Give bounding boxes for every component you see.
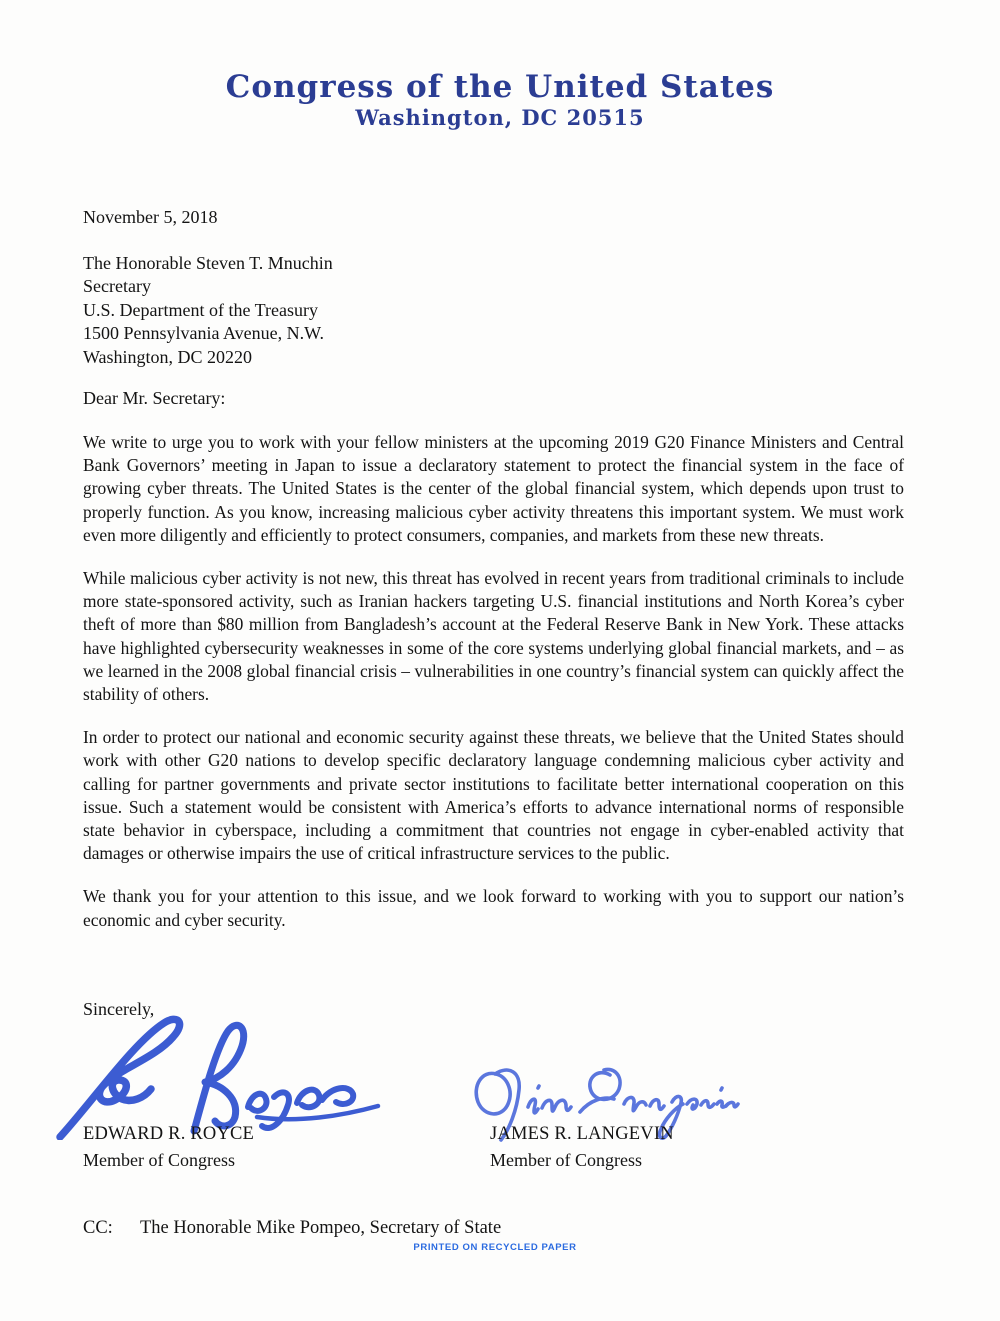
- paragraph-2: While malicious cyber activity is not new, this threat has evolved in recent years from traditional criminals to include more state-sponsored activity, such as Iranian hackers targeting U.S. financial institutions and North Korea’s cyber theft of more than $80 million from Bangladesh’s account at the Federal Reserve Bank in New York. These attacks have highlighted cybersecurity weaknesses in some of the core systems underlying global financial markets, and – as we learned in the 2008 global financial crisis – vulnerabilities in one country’s financial system can quickly affect the stability of others.: [83, 568, 904, 705]
- letterhead-title: Congress of the United States: [225, 69, 775, 105]
- date-line: November 5, 2018: [83, 207, 218, 227]
- salutation: Dear Mr. Secretary:: [83, 388, 226, 408]
- langevin-name: JAMES R. LANGEVIN: [490, 1124, 674, 1144]
- recipient-name: The Honorable Steven T. Mnuchin: [83, 253, 333, 273]
- langevin-title: Member of Congress: [490, 1150, 642, 1170]
- letterhead-address: Washington, DC 20515: [355, 105, 645, 130]
- recipient-address-block: [83, 252, 333, 369]
- paragraph-1: We write to urge you to work with your fellow ministers at the upcoming 2019 G20 Finance Ministers and Central Bank Governors’ meeting in Japan to issue a declaratory statement to protect the financial system in the face of growing cyber threats. The United States is the center of the global financial system, which depends upon trust to properly function. As you know, increasing malicious cyber activity threatens this important system. We must work even more diligently and efficiently to protect consumers, companies, and markets from these new threats.: [83, 432, 904, 545]
- recipient-title: Secretary: [83, 276, 151, 297]
- letterhead: [0, 70, 1000, 132]
- royce-name: EDWARD R. ROYCE: [83, 1124, 255, 1144]
- royce-signature-icon: [52, 1010, 382, 1140]
- paragraph-4: We thank you for your attention to this issue, and we look forward to working with you to support our nation’s economic and cyber security.: [83, 886, 904, 930]
- recipient-org: U.S. Department of the Treasury: [83, 299, 318, 320]
- cc-text: The Honorable Mike Pompeo, Secretary of State: [140, 1218, 502, 1238]
- cc-label: CC:: [83, 1218, 113, 1238]
- paragraph-3: In order to protect our national and economic security against these threats, we believe that the United States should work with other G20 nations to develop specific declaratory language condemning malicious cyber activity and calling for partner governments and private sector institutions to facilitate better international cooperation on this issue. Such a statement would be consistent with America’s efforts to advance international norms of responsible state behavior in cyberspace, including a commitment that countries not engage in cyber-enabled activity that damages or otherwise impairs the use of critical infrastructure services to the public.: [83, 727, 904, 864]
- royce-title: Member of Congress: [83, 1150, 235, 1170]
- letter-body: [83, 431, 904, 952]
- recycled-paper-note: PRINTED ON RECYCLED PAPER: [413, 1242, 577, 1253]
- recipient-city: Washington, DC 20220: [83, 346, 253, 367]
- recipient-street: 1500 Pennsylvania Avenue, N.W.: [83, 323, 324, 344]
- closing-sincerely: Sincerely,: [83, 999, 155, 1019]
- cc-line: [83, 1218, 501, 1239]
